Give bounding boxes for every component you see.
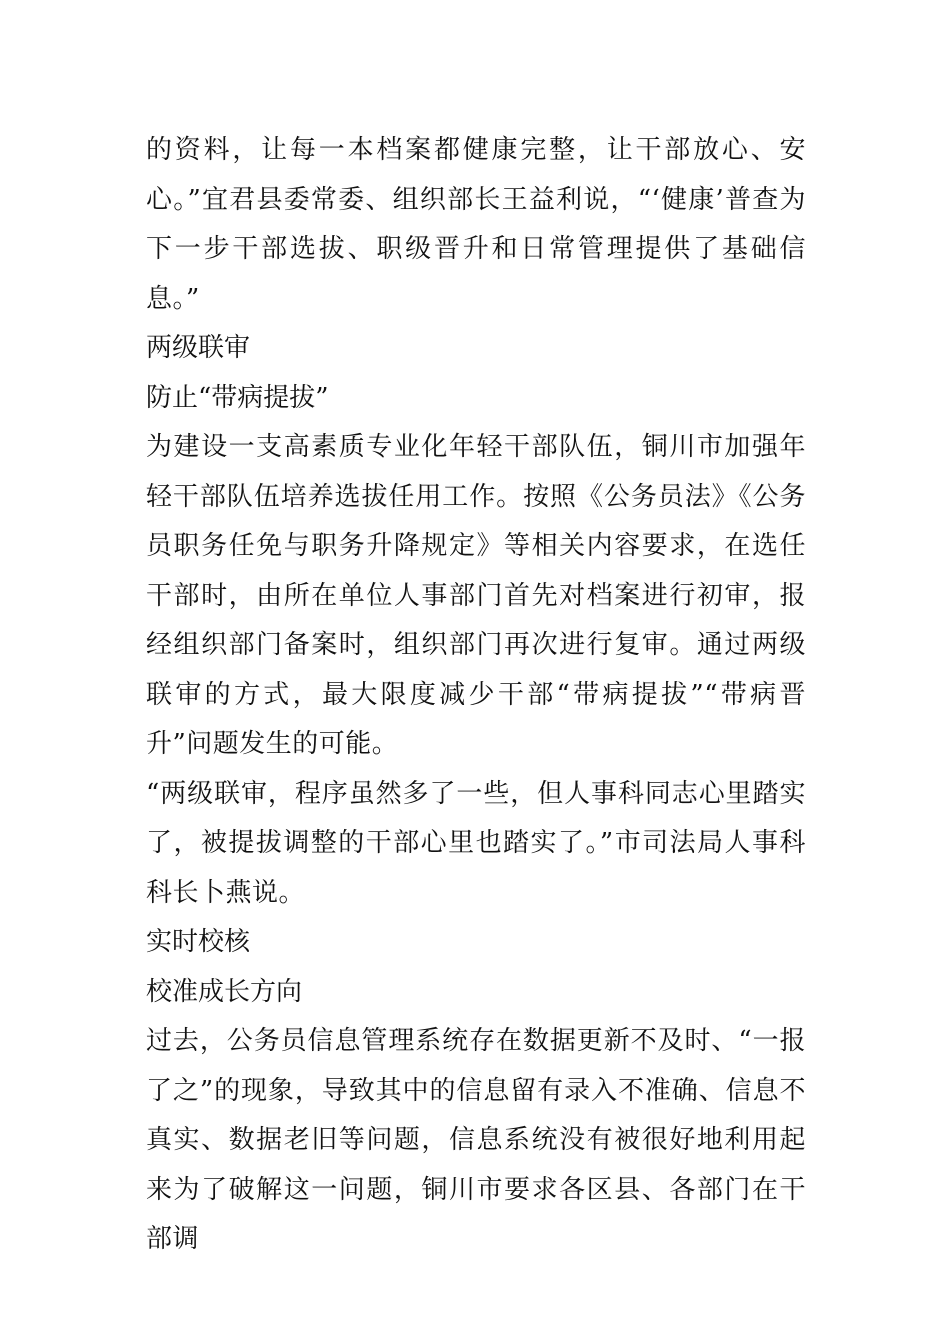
paragraph-archive-health: 的资料，让每一本档案都健康完整，让干部放心、安心。”宜君县委常委、组织部长王益利说，“‘健康’普查为下一步干部选拔、职级晋升和日常管理提供了基础信息。”	[146, 135, 806, 314]
document-body	[146, 126, 806, 1265]
paragraph-quote-judicial-bureau: “两级联审，程序虽然多了一些，但人事科同志心里踏实了，被提拔调整的干部心里也踏实了。”市司法局人事科科长卜燕说。	[146, 778, 806, 908]
section-subheading-prevent-promotion: 防止“带病提拔”	[146, 382, 329, 413]
paragraph-review-process: 为建设一支高素质专业化年轻干部队伍，铜川市加强年轻干部队伍培养选拔任用工作。按照《公务员法》《公务员职务任免与职务升降规定》等相关内容要求，在选任干部时，由所在单位人事部门首先对档案进行初审，报经组织部门备案时，组织部门再次进行复审。通过两级联审的方式，最大限度减少干部“带病提拔”“带病晋升”问题发生的可能。	[146, 432, 806, 759]
section-heading-realtime-check: 实时校核	[146, 927, 251, 957]
paragraph-information-system: 过去，公务员信息管理系统存在数据更新不及时、“一报了之”的现象，导致其中的信息留有录入不准确、信息不真实、数据老旧等问题，信息系统没有被很好地利用起来为了破解这一问题，铜川市要求各区县、各部门在干部调	[146, 1026, 806, 1254]
section-subheading-growth-direction: 校准成长方向	[146, 976, 303, 1007]
section-heading-two-level-review: 两级联审	[146, 333, 251, 363]
